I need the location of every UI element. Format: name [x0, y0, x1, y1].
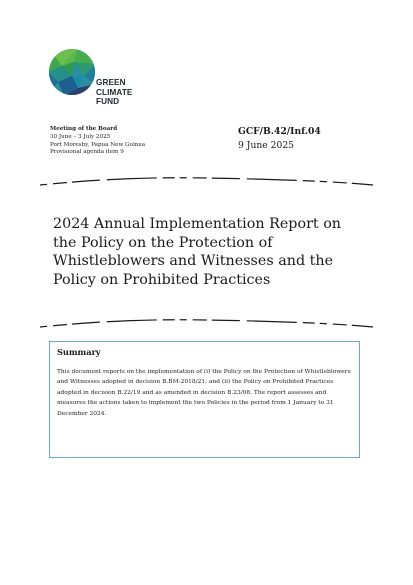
meeting-label: Meeting of the Board: [50, 126, 118, 132]
logo-line-climate: CLIMATE: [96, 87, 133, 97]
summary-text: This document reports on the implementation of (i) the Policy on the Protection of Whistleblowers and Witnesses adopted in decision B.BM-2018/21; and (ii) the Policy on Prohibited Practices adopted in decision B.22/19 and as amended in decision B.23/08. The report assesses and measures the actions taken to implement the two Policies in the period from 1 January to 31 December 2024.: [57, 369, 351, 417]
summary-heading: Summary: [57, 347, 101, 357]
bottom-wave-divider: [40, 318, 373, 330]
gcf-logo: [48, 48, 148, 108]
summary-box: [49, 341, 360, 458]
document-info: [238, 125, 321, 153]
meeting-location: Port Moresby, Papua New Guinea: [50, 141, 146, 148]
meeting-dates: 30 June – 3 July 2025: [50, 133, 111, 140]
gcf-logo-mark: [48, 48, 96, 96]
document-symbol: GCF/B.42/Inf.04: [238, 126, 321, 137]
document-title: 2024 Annual Implementation Report on the Policy on the Protection of Whistleblowers and Witnesses and the Policy on Prohibited Practices: [53, 216, 342, 289]
document-date: 9 June 2025: [238, 140, 295, 151]
logo-line-green: GREEN: [96, 78, 126, 87]
logo-line-fund: FUND: [96, 97, 120, 106]
agenda-item: Provisional agenda item 9: [50, 149, 124, 156]
top-wave-divider: [40, 176, 373, 188]
gcf-logo-text: [96, 78, 132, 107]
meeting-info: [50, 126, 145, 157]
